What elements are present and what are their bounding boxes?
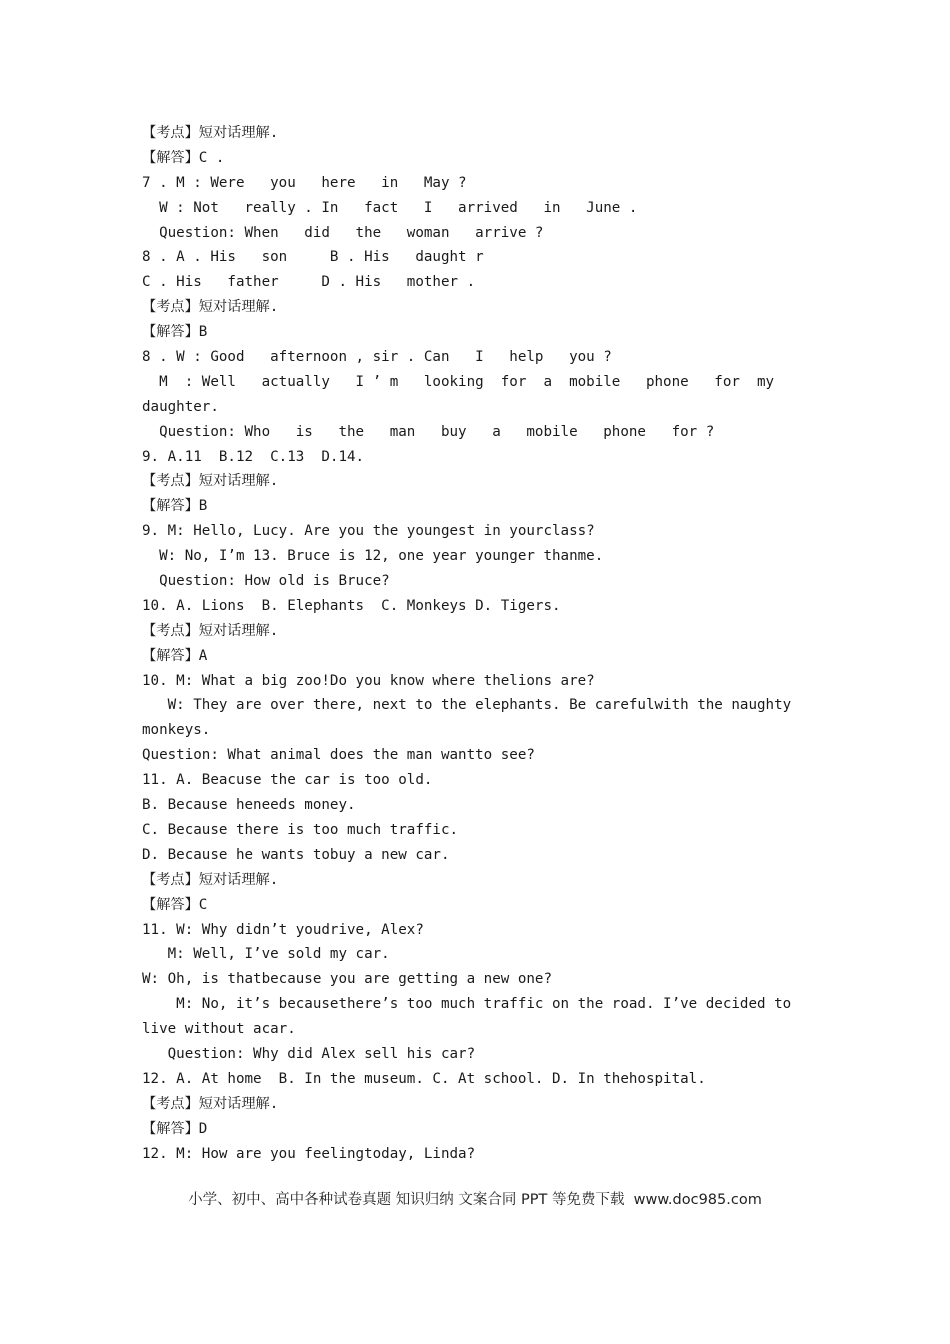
text-line: Question: How old is Bruce?: [142, 573, 390, 590]
text-line: 【解答】B: [142, 324, 208, 341]
text-line: C . His father D . His mother .: [142, 274, 476, 291]
text-line: 【解答】B: [142, 498, 208, 515]
text-line: daughter.: [142, 398, 219, 415]
text-line: Question: Why did Alex sell his car?: [142, 1045, 476, 1062]
text-line: 11. W: Why didn’t youdrive, Alex?: [142, 921, 424, 938]
text-line: Question: Who is the man buy a mobile phone for ?: [142, 423, 715, 440]
text-line: W : Not really . In fact I arrived in June .: [142, 199, 638, 216]
text-line: 【解答】C: [142, 896, 208, 913]
text-line: 12. M: How are you feelingtoday, Linda?: [142, 1145, 476, 1162]
text-line: 9. A.11 B.12 C.13 D.14.: [142, 448, 365, 465]
text-line: 9. M: Hello, Lucy. Are you the youngest in yourclass?: [142, 523, 595, 540]
text-line: 8 . A . His son B . His daught r: [142, 249, 484, 266]
document-body: [142, 121, 822, 1166]
text-line: W: They are over there, next to the elephants. Be carefulwith the naughty: [142, 697, 792, 714]
text-line: 【考点】短对话理解.: [142, 871, 279, 888]
text-line: 【考点】短对话理解.: [142, 1095, 279, 1112]
text-line: 8 . W : Good afternoon , sir . Can I help you ?: [142, 349, 612, 366]
text-line: monkeys.: [142, 722, 211, 739]
text-line: Question: What animal does the man wantto see?: [142, 747, 535, 764]
text-line: M : Well actually I ’ m looking for a mobile phone for my: [142, 373, 775, 390]
text-line: 【解答】A: [142, 647, 208, 664]
text-line: 【考点】短对话理解.: [142, 125, 279, 141]
text-line: 11. A. Beacuse the car is too old.: [142, 772, 433, 789]
text-line: M: Well, I’ve sold my car.: [142, 946, 390, 963]
text-line: Question: When did the woman arrive ?: [142, 224, 544, 241]
text-line: W: No, I’m 13. Bruce is 12, one year younger thanme.: [142, 548, 604, 565]
text-line: 【解答】D: [142, 1120, 208, 1137]
text-line: 10. M: What a big zoo!Do you know where thelions are?: [142, 672, 595, 689]
text-line: M: No, it’s becausethere’s too much traffic on the road. I’ve decided to: [142, 996, 792, 1013]
text-line: B. Because heneeds money.: [142, 797, 356, 814]
text-line: D. Because he wants tobuy a new car.: [142, 846, 450, 863]
text-line: C. Because there is too much traffic.: [142, 821, 459, 838]
text-line: 【考点】短对话理解.: [142, 299, 279, 316]
text-line: 【考点】短对话理解.: [142, 473, 279, 490]
text-line: 12. A. At home B. In the museum. C. At school. D. In thehospital.: [142, 1070, 706, 1087]
text-line: W: Oh, is thatbecause you are getting a new one?: [142, 971, 552, 988]
text-line: 【考点】短对话理解.: [142, 622, 279, 639]
text-line: 【解答】C .: [142, 149, 225, 166]
page-footer: 小学、初中、高中各种试卷真题 知识归纳 文案合同 PPT 等免费下载 www.doc985.com: [188, 1192, 762, 1208]
text-line: live without acar.: [142, 1021, 296, 1038]
text-line: 10. A. Lions B. Elephants C. Monkeys D. Tigers.: [142, 597, 561, 614]
text-line: 7 . M : Were you here in May ?: [142, 174, 467, 191]
